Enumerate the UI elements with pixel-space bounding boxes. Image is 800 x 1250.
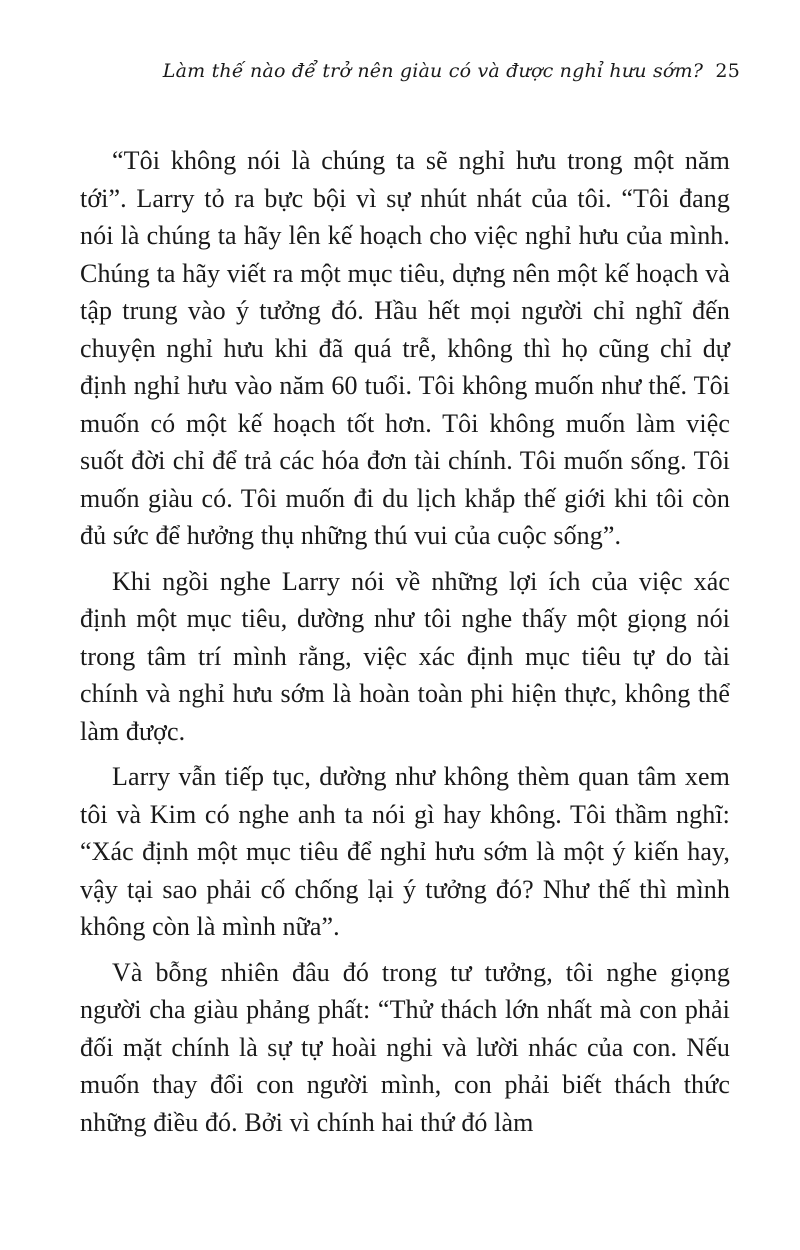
paragraph-3: Larry vẫn tiếp tục, dường như không thèm quan tâm xem tôi và Kim có nghe anh ta nói gì hay không. Tôi thầm nghĩ: “Xác định một mục tiêu để nghỉ hưu sớm là một ý kiến hay, vậy tại sao phải cố chống lại ý tưởng đó? Như thế thì mình không còn là mình nữa”. — [80, 762, 730, 941]
paragraph-2: Khi ngồi nghe Larry nói về những lợi ích của việc xác định một mục tiêu, dường như tôi nghe thấy một giọng nói trong tâm trí mình rằng, việc xác định mục tiêu tự do tài chính và nghỉ hưu sớm là hoàn toàn phi hiện thực, không thể làm được. — [80, 566, 730, 746]
paragraph-4: Và bỗng nhiên đâu đó trong tư tưởng, tôi nghe giọng người cha giàu phảng phất: “Thử thách lớn nhất mà con phải đối mặt chính là sự tự hoài nghi và lười nhác của con. Nếu muốn thay đổi con người mình, con phải biết thách thức những điều đó. Bởi vì chính hai thứ đó làm — [80, 957, 730, 1137]
body-text — [80, 142, 730, 1149]
chapter-title: Làm thế nào để trở nên giàu có và được nghỉ hưu sớm? — [162, 60, 704, 82]
page-number: 25 — [715, 60, 740, 82]
paragraph-1: “Tôi không nói là chúng ta sẽ nghỉ hưu trong một năm tới”. Larry tỏ ra bực bội vì sự nhút nhát của tôi. “Tôi đang nói là chúng ta hãy lên kế hoạch cho việc nghỉ hưu của mình. Chúng ta hãy viết ra một mục tiêu, dựng nên một kế hoạch và tập trung vào ý tưởng đó. Hầu hết mọi người chỉ nghĩ đến chuyện nghỉ hưu khi đã quá trễ, không thì họ cũng chỉ dự định nghỉ hưu vào năm 60 tuổi. Tôi không muốn như thế. Tôi muốn có một kế hoạch tốt hơn. Tôi không muốn làm việc suốt đời chỉ để trả các hóa đơn tài chính. Tôi muốn sống. Tôi muốn giàu có. Tôi muốn đi du lịch khắp thế giới khi tôi còn đủ sức để hưởng thụ những thú vui của cuộc sống”. — [80, 146, 730, 550]
running-header — [80, 60, 740, 82]
